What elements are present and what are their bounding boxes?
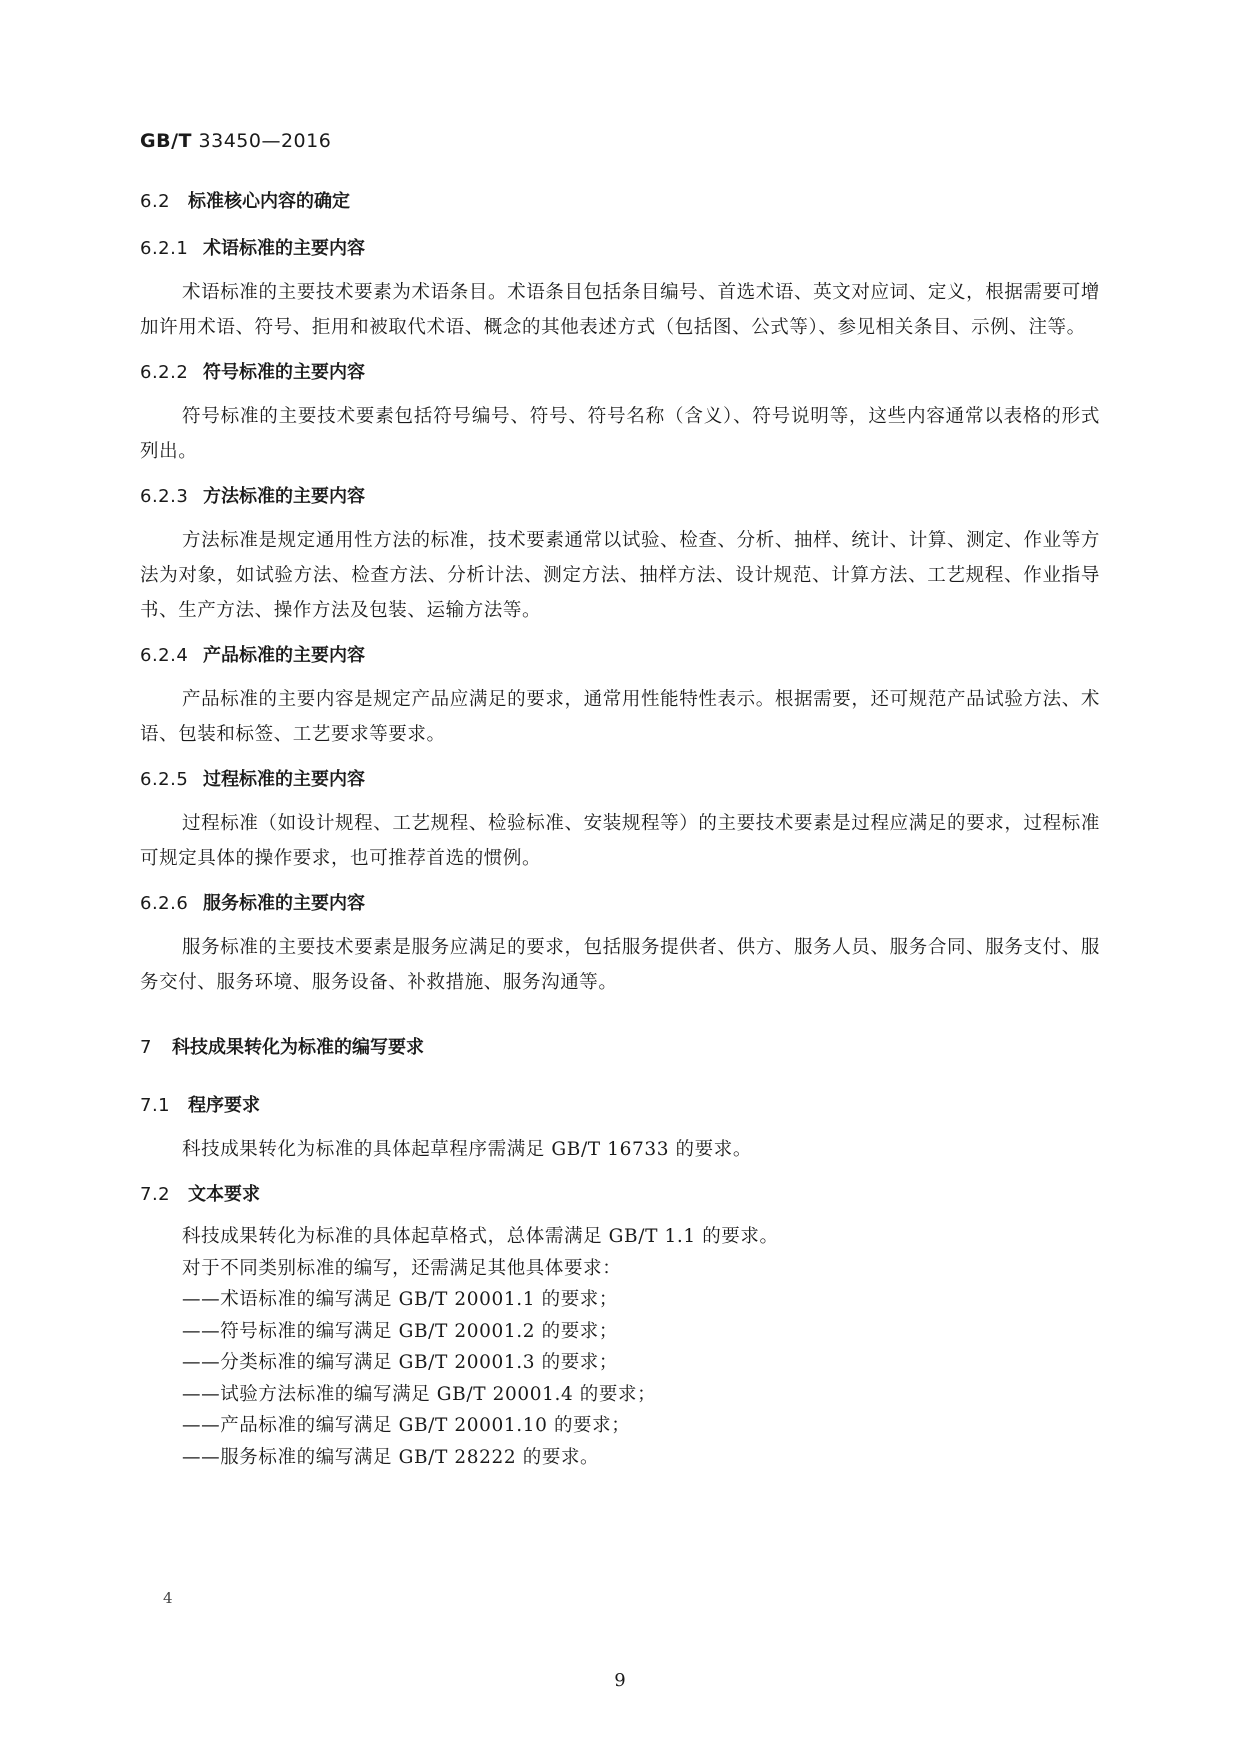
section-body-6-2-5: 过程标准（如设计规程、工艺规程、检验标准、安装规程等）的主要技术要素是过程应满足的要求，过程标准可规定具体的操作要求，也可推荐首选的惯例。 [140,813,1100,869]
section-heading-6-2-5 [140,766,1100,794]
section-heading-6-2-3 [140,483,1100,511]
section-heading-6-2-2 [140,359,1100,387]
section-number: 6.2.2 [140,362,189,383]
section-number: 6.2.6 [140,893,189,914]
section-heading-6-2-4 [140,642,1100,670]
document-body [140,191,1100,1473]
section-body-6-2-6: 服务标准的主要技术要素是服务应满足的要求，包括服务提供者、供方、服务人员、服务合同、服务支付、服务交付、服务环境、服务设备、补救措施、服务沟通等。 [140,937,1100,993]
section-number: 6.2.5 [140,769,189,790]
section-title: 程序要求 [188,1095,260,1116]
list-item: ——试验方法标准的编写满足 GB/T 20001.4 的要求； [182,1383,657,1405]
section-number: 6.2 [140,191,171,212]
section-heading-7-2 [140,1181,1100,1209]
section-heading-6-2-6 [140,890,1100,918]
section-heading-7-1 [140,1092,1100,1120]
section-title: 术语标准的主要内容 [203,238,365,259]
chapter-number: 7 [140,1037,152,1058]
section-heading-6-2-1 [140,235,1100,263]
original-page-number: 4 [163,1589,173,1607]
chapter-heading-7 [140,1034,1100,1062]
list-item: ——分类标准的编写满足 GB/T 20001.3 的要求； [182,1352,618,1373]
list-item: ——术语标准的编写满足 GB/T 20001.1 的要求； [182,1289,618,1310]
section-heading-6-2 [140,188,1100,216]
section-title: 产品标准的主要内容 [203,645,365,666]
chapter-title: 科技成果转化为标准的编写要求 [172,1037,424,1058]
standard-number: 33450—2016 [198,130,332,152]
list-item: ——产品标准的编写满足 GB/T 20001.10 的要求； [182,1415,631,1436]
section-7-2-line-2: 对于不同类别标准的编写，还需满足其他具体要求： [182,1257,622,1279]
section-body-7-1: 科技成果转化为标准的具体起草程序需满足 GB/T 16733 的要求。 [182,1139,752,1160]
section-number: 6.2.3 [140,486,189,507]
section-number: 7.2 [140,1184,171,1205]
section-title: 文本要求 [188,1184,260,1205]
section-number: 6.2.4 [140,645,189,666]
section-number: 6.2.1 [140,238,189,259]
standard-prefix: GB/T [140,130,192,152]
section-body-6-2-3: 方法标准是规定通用性方法的标准，技术要素通常以试验、检查、分析、抽样、统计、计算、测定、作业等方法为对象，如试验方法、检查方法、分析计法、测定方法、抽样方法、设计规范、计算方法、工艺规程、作业指导书、生产方法、操作方法及包装、运输方法等。 [140,530,1100,621]
list-item: ——符号标准的编写满足 GB/T 20001.2 的要求； [182,1320,618,1342]
section-title: 方法标准的主要内容 [203,486,365,507]
section-body-6-2-4: 产品标准的主要内容是规定产品应满足的要求，通常用性能特性表示。根据需要，还可规范产品试验方法、术语、包装和标签、工艺要求等要求。 [140,689,1100,745]
section-7-2-line-1: 科技成果转化为标准的具体起草格式，总体需满足 GB/T 1.1 的要求。 [182,1226,779,1247]
section-title: 服务标准的主要内容 [203,893,365,914]
section-number: 7.1 [140,1095,171,1116]
section-title: 过程标准的主要内容 [203,769,365,790]
section-title: 符号标准的主要内容 [203,362,365,383]
section-body-6-2-1: 术语标准的主要技术要素为术语条目。术语条目包括条目编号、首选术语、英文对应词、定义，根据需要可增加许用术语、符号、拒用和被取代术语、概念的其他表述方式（包括图、公式等）、参见相关条目、示例、注等。 [140,282,1100,338]
standard-code-header [140,130,331,152]
list-item: ——服务标准的编写满足 GB/T 28222 的要求。 [182,1446,600,1468]
page-number: 9 [614,1670,626,1691]
section-body-6-2-2: 符号标准的主要技术要素包括符号编号、符号、符号名称（含义）、符号说明等，这些内容通常以表格的形式列出。 [140,406,1100,462]
section-title: 标准核心内容的确定 [188,191,350,212]
